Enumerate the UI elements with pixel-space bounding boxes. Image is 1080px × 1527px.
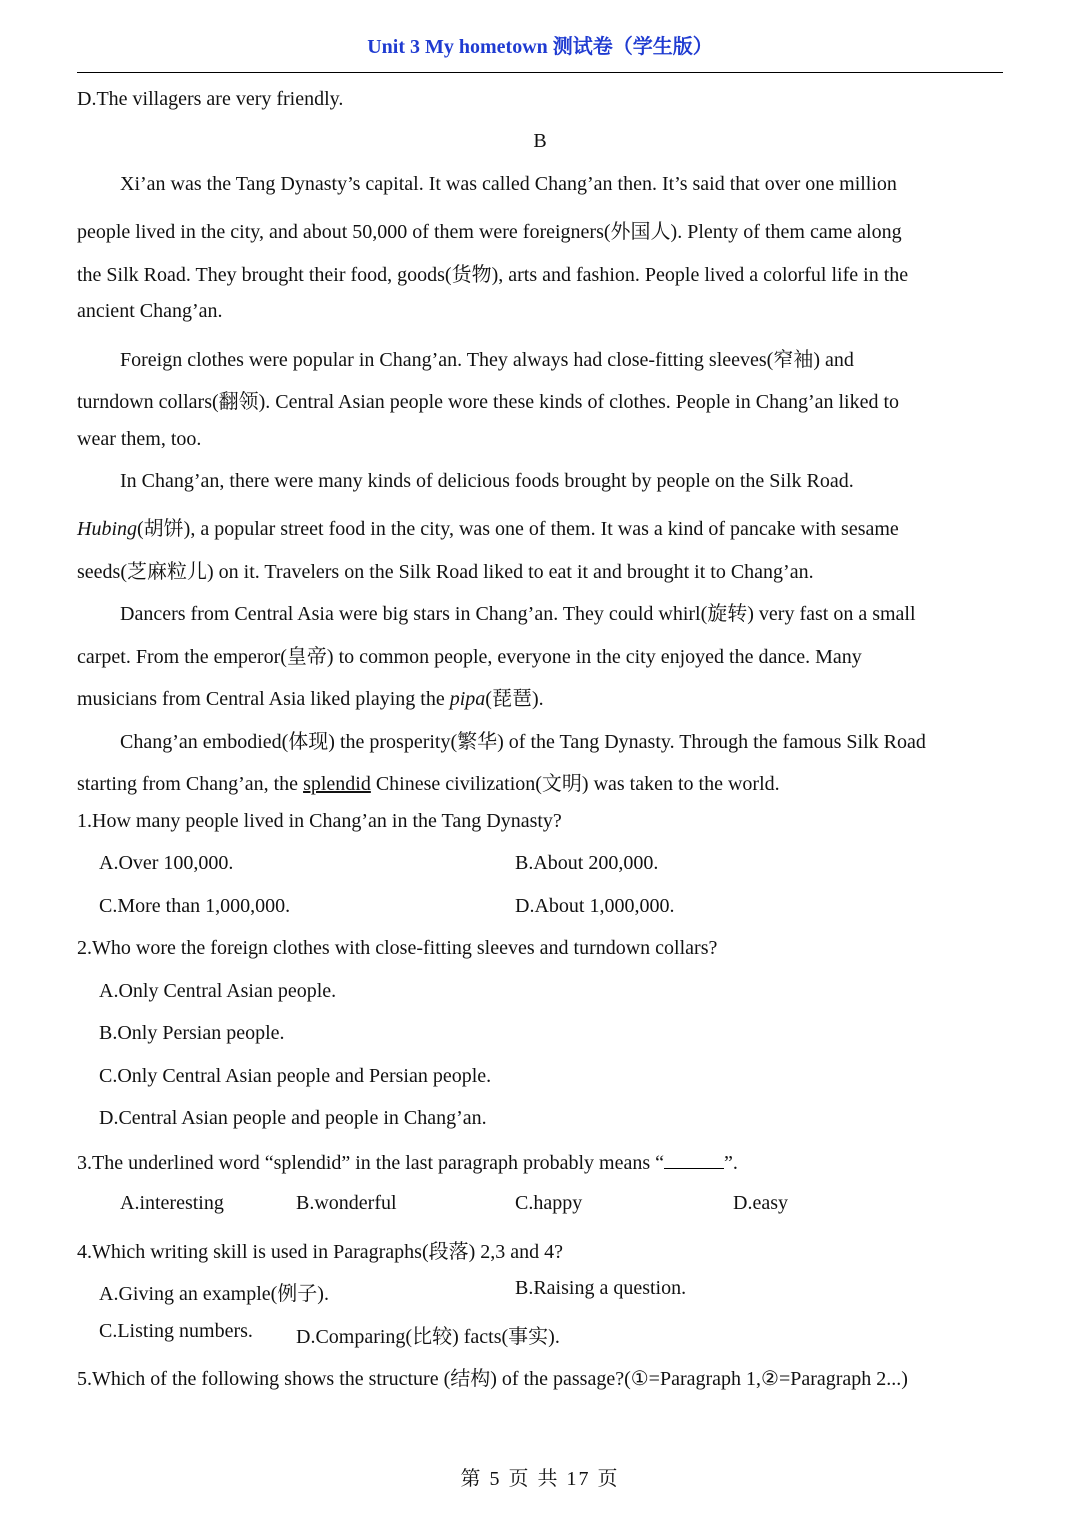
passage-p4-line1: Dancers from Central Asia were big stars in Chang’an. They could whirl(旋转) very fast on a small: [120, 603, 916, 625]
question-2-stem: 2.Who wore the foreign clothes with close-fitting sleeves and turndown collars?: [77, 937, 718, 959]
passage-p3-line2: [77, 512, 899, 541]
passage-p3-line2-text: (胡饼), a popular street food in the city, was one of them. It was a kind of pancake with sesame: [137, 518, 899, 540]
question-2-option-b[interactable]: B.Only Persian people.: [99, 1022, 285, 1044]
passage-p2-line3: wear them, too.: [77, 428, 202, 450]
page-number-footer: 第 5 页 共 17 页: [460, 1468, 620, 1490]
passage-p5-line2: [77, 767, 780, 796]
hubing-term: Hubing: [77, 518, 137, 540]
question-3-option-d[interactable]: D.easy: [733, 1192, 788, 1214]
question-4-stem: 4.Which writing skill is used in Paragraphs(段落) 2,3 and 4?: [77, 1241, 564, 1263]
passage-p1-line4: ancient Chang’an.: [77, 300, 223, 322]
question-4-option-d[interactable]: D.Comparing(比较) facts(事实).: [296, 1326, 560, 1348]
question-2-option-d[interactable]: D.Central Asian people and people in Chang’an.: [99, 1107, 487, 1129]
question-3-stem-end: ”.: [724, 1152, 738, 1174]
question-3-stem: [77, 1150, 738, 1175]
passage-p5-line1: Chang’an embodied(体现) the prosperity(繁华) of the Tang Dynasty. Through the famous Silk Road: [120, 731, 926, 753]
answer-blank[interactable]: [664, 1150, 724, 1169]
passage-p1-line1: Xi’an was the Tang Dynasty’s capital. It was called Chang’an then. It’s said that over one million: [120, 173, 897, 195]
passage-p3-line1: In Chang’an, there were many kinds of delicious foods brought by people on the Silk Road.: [120, 470, 854, 492]
passage-p4-line3-post: (琵琶).: [485, 688, 544, 710]
passage-p1-line2: people lived in the city, and about 50,000 of them were foreigners(外国人). Plenty of them came along: [77, 221, 902, 243]
question-4-option-b[interactable]: B.Raising a question.: [515, 1277, 687, 1299]
question-1-option-c[interactable]: C.More than 1,000,000.: [99, 895, 291, 917]
question-1-option-b[interactable]: B.About 200,000.: [515, 852, 659, 874]
question-2-option-c[interactable]: C.Only Central Asian people and Persian people.: [99, 1065, 492, 1087]
header-divider: [77, 72, 1003, 73]
question-4-option-a[interactable]: A.Giving an example(例子).: [99, 1283, 329, 1305]
question-2-option-a[interactable]: A.Only Central Asian people.: [99, 980, 337, 1002]
underlined-word-splendid: splendid: [303, 773, 371, 795]
question-1-stem: 1.How many people lived in Chang’an in the Tang Dynasty?: [77, 810, 562, 832]
passage-p5-line2-pre: starting from Chang’an, the: [77, 773, 304, 795]
passage-p4-line3-pre: musicians from Central Asia liked playing the: [77, 688, 450, 710]
passage-p2-line1: Foreign clothes were popular in Chang’an. They always had close-fitting sleeves(窄袖) and: [120, 349, 854, 371]
question-1-option-a[interactable]: A.Over 100,000.: [99, 852, 234, 874]
question-3-option-c[interactable]: C.happy: [515, 1192, 583, 1214]
passage-p4-line3: [77, 682, 544, 711]
section-label: B: [533, 130, 547, 152]
pipa-term: pipa: [449, 688, 486, 710]
passage-p5-line2-post: Chinese civilization(文明) was taken to the world.: [370, 773, 780, 795]
previous-option-d: D.The villagers are very friendly.: [77, 88, 344, 110]
question-1-option-d[interactable]: D.About 1,000,000.: [515, 895, 675, 917]
question-4-option-c[interactable]: C.Listing numbers.: [99, 1320, 253, 1342]
document-header-title: Unit 3 My hometown 测试卷（学生版）: [367, 36, 713, 58]
passage-p4-line2: carpet. From the emperor(皇帝) to common people, everyone in the city enjoyed the dance. Many: [77, 646, 862, 668]
passage-p3-line3: seeds(芝麻粒儿) on it. Travelers on the Silk Road liked to eat it and brought it to Chang’an.: [77, 561, 814, 583]
passage-p1-line3: the Silk Road. They brought their food, goods(货物), arts and fashion. People lived a colorful life in the: [77, 264, 909, 286]
question-3-stem-text: 3.The underlined word “splendid” in the last paragraph probably means “: [77, 1152, 665, 1174]
passage-p2-line2: turndown collars(翻领). Central Asian people wore these kinds of clothes. People in Chang’an liked to: [77, 391, 900, 413]
question-3-option-a[interactable]: A.interesting: [120, 1192, 224, 1214]
question-5-stem: 5.Which of the following shows the structure (结构) of the passage?(①=Paragraph 1,②=Paragraph 2...): [77, 1368, 908, 1390]
question-3-option-b[interactable]: B.wonderful: [296, 1192, 397, 1214]
